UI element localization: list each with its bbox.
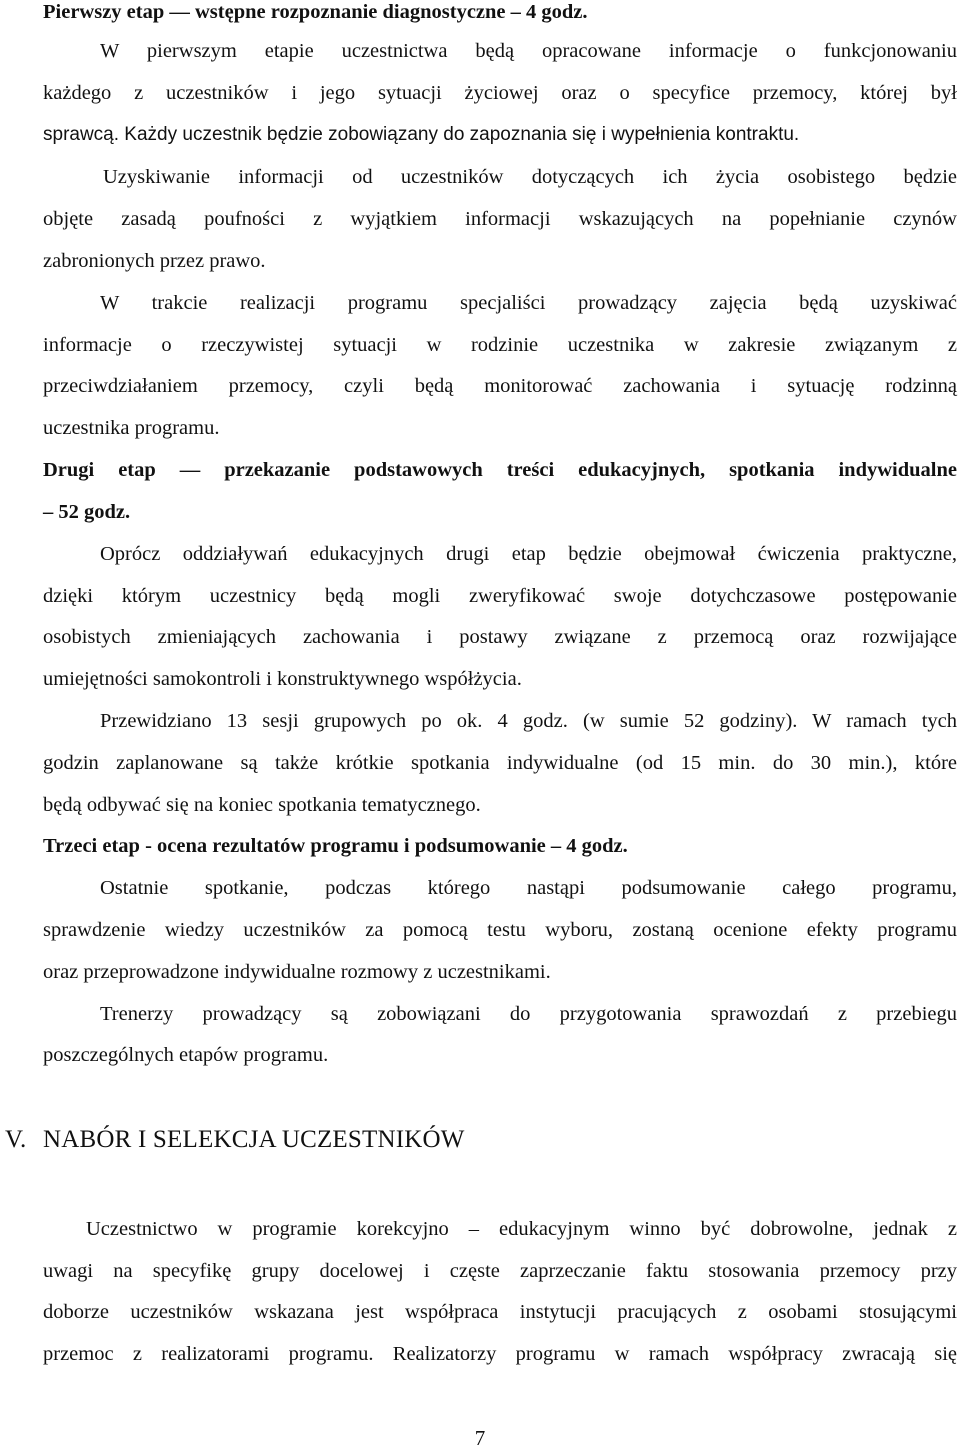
section-number: V. bbox=[5, 1126, 27, 1153]
stage1-p2-line2: objęte zasadą poufności z wyjątkiem informacji wskazujących na popełnianie czynów bbox=[43, 208, 957, 230]
stage2-heading-line2: – 52 godz. bbox=[43, 501, 131, 523]
section5-p1-line4: przemoc z realizatorami programu. Realizatorzy programu w ramach współpracy zwracają się bbox=[43, 1343, 957, 1365]
stage2-p2-line2: godzin zaplanowane są także krótkie spotkania indywidualne (od 15 min. do 30 min.), które bbox=[43, 752, 957, 774]
stage1-p3-line3: przeciwdziałaniem przemocy, czyli będą monitorować zachowania i sytuację rodzinną bbox=[43, 375, 957, 397]
section5-p1-line3: doborze uczestników wskazana jest współpraca instytucji pracujących z osobami stosującymi bbox=[43, 1301, 957, 1323]
stage3-p2-line1: Trenerzy prowadzący są zobowiązani do przygotowania sprawozdań z przebiegu bbox=[100, 1003, 957, 1025]
stage2-heading-line1: Drugi etap — przekazanie podstawowych treści edukacyjnych, spotkania indywidualne bbox=[43, 459, 957, 481]
stage1-p1-line2: każdego z uczestników i jego sytuacji życiowej oraz o specyfice przemocy, której był bbox=[43, 82, 957, 104]
stage1-p1-line1: W pierwszym etapie uczestnictwa będą opracowane informacje o funkcjonowaniu bbox=[100, 40, 957, 62]
stage1-heading: Pierwszy etap — wstępne rozpoznanie diagnostyczne – 4 godz. bbox=[43, 1, 588, 23]
stage2-p1-line2: dzięki którym uczestnicy będą mogli zweryfikować swoje dotychczasowe postępowanie bbox=[43, 585, 957, 607]
stage2-p2-line1: Przewidziano 13 sesji grupowych po ok. 4 godz. (w sumie 52 godziny). W ramach tych bbox=[100, 710, 957, 732]
stage1-p3-line4: uczestnika programu. bbox=[43, 417, 220, 439]
stage1-p3-line2: informacje o rzeczywistej sytuacji w rodzinie uczestnika w zakresie związanym z bbox=[43, 334, 957, 356]
stage2-p1-line4: umiejętności samokontroli i konstruktywnego współżycia. bbox=[43, 668, 522, 690]
section5-p1-line1: Uczestnictwo w programie korekcyjno – edukacyjnym winno być dobrowolne, jednak z bbox=[86, 1218, 957, 1240]
stage1-p2-line3: zabronionych przez prawo. bbox=[43, 250, 266, 272]
stage1-p3-line1: W trakcie realizacji programu specjaliści prowadzący zajęcia będą uzyskiwać bbox=[100, 292, 957, 314]
section5-p1-line2: uwagi na specyfikę grupy docelowej i częste zaprzeczanie faktu stosowania przemocy przy bbox=[43, 1260, 957, 1282]
stage3-p1-line2: sprawdzenie wiedzy uczestników za pomocą testu wyboru, zostaną ocenione efekty programu bbox=[43, 919, 957, 941]
stage3-p1-line1: Ostatnie spotkanie, podczas którego nastąpi podsumowanie całego programu, bbox=[100, 877, 957, 899]
stage2-p1-line3: osobistych zmieniających zachowania i postawy związane z przemocą oraz rozwijające bbox=[43, 626, 957, 648]
page-number: 7 bbox=[474, 1426, 486, 1450]
stage3-p2-line2: poszczególnych etapów programu. bbox=[43, 1044, 329, 1066]
stage1-p2-line1: Uzyskiwanie informacji od uczestników dotyczących ich życia osobistego będzie bbox=[103, 166, 957, 188]
section-title: NABÓR I SELEKCJA UCZESTNIKÓW bbox=[43, 1126, 465, 1153]
stage2-p1-line1: Oprócz oddziaływań edukacyjnych drugi etap będzie obejmował ćwiczenia praktyczne, bbox=[100, 543, 957, 565]
stage3-p1-line3: oraz przeprowadzone indywidualne rozmowy z uczestnikami. bbox=[43, 961, 551, 983]
stage3-heading: Trzeci etap - ocena rezultatów programu i podsumowanie – 4 godz. bbox=[43, 835, 628, 857]
stage2-p2-line3: będą odbywać się na koniec spotkania tematycznego. bbox=[43, 794, 481, 816]
stage1-p1-line3: sprawcą. Każdy uczestnik będzie zobowiązany do zapoznania się i wypełnienia kontraktu. bbox=[43, 124, 800, 145]
